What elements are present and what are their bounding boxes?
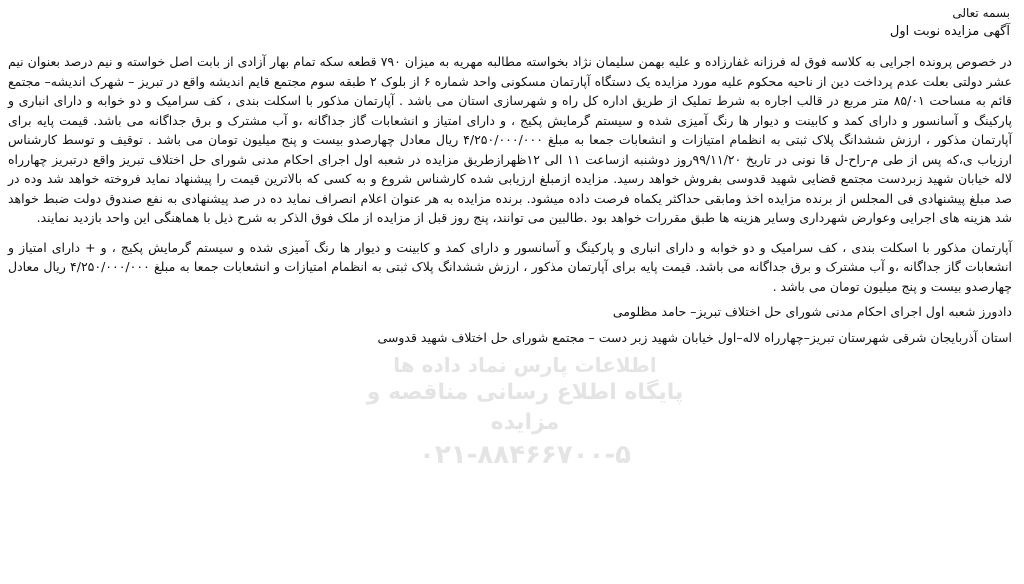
basmala: بسمه تعالی (952, 6, 1010, 20)
address-line: استان آذربایجان شرقی شهرستان تبریز–چهارراه لاله–اول خیابان شهید زبر دست – مجتمع شورای حل اختلاف شهید قدوسی (377, 330, 1012, 345)
apartment-description-paragraph: آپارتمان مذکور با اسکلت بندی ، کف سرامیک و دو خوابه و دارای انباری و پارکینگ و آسانسور و دارای کمد و کابینت و دیوار ها رنگ آمیزی شده و سیستم گرمایش پکیج ، و + دارای امتیاز و انشعابات گاز جداگانه ،و آب مشترک و برق جداگانه می باشد. قیمت پایه برای آپارتمان مذکور ، ارزش ششدانگ پلاک ثبتی به انظمام امتیازات و انشعابات جمعا به مبلغ ۴/۲۵۰/۰۰۰/۰۰۰ ریال معادل چهارصدو بیست و پنج میلیون تومان می باشد . (8, 239, 1012, 294)
signature-line: دادورز شعبه اول اجرای احکام مدنی شورای حل اختلاف تبریز– حامد مظلومی (612, 304, 1012, 319)
watermark-phone: ۰۲۱-۸۸۴۶۶۷۰۰-۵ (418, 440, 631, 470)
paragraph-spacer (8, 228, 1012, 238)
page-title: آگهی مزایده نوبت اول (889, 24, 1010, 39)
watermark-line-1: اطلاعات پارس نماد داده ها (393, 353, 657, 377)
announcement-page (8, 4, 1012, 580)
auction-details-paragraph: در خصوص پرونده اجرایی به کلاسه فوق له فرزانه غفارزاده و علیه بهمن سلیمان نژاد بخواسته مطالبه مهریه به میزان ۷۹۰ قطعه سکه تمام بهار آزادی از بابت اصل خواسته و نیم درصد بعنوان نیم عشر دولتی بعلت عدم پرداخت دین از ناحیه محکوم علیه مورد مزایده یک دستگاه آپارتمان مسکونی واحد شماره ۶ از بلوک ۲ طبقه سوم مجتمع قایم اندیشه واقع در تبریز – شهرک اندیشه– مجتمع قائم به مساحت ۸۵/۰۱ متر مربع در قالب اجاره به شرط تملیک از طریق اداره کل راه و شهرسازی استان می باشد . آپارتمان مذکور با اسکلت بندی ، کف سرامیک و دو خوابه و دارای انباری و پارکینگ و آسانسور و دارای کمد و کابینت و دیوار ها رنگ آمیزی شده و سیستم گرمایش پکیج ، و دارای امتیاز و انشعابات گاز جداگانه ،و آب مشترک و برق جداگانه می باشد. قیمت پایه برای آپارتمان مذکور ، ارزش ششدانگ پلاک ثبتی به انظمام امتیازات و انشعابات جمعا به مبلغ ۴/۲۵۰/۰۰۰/۰۰۰ ریال معادل چهارصدو بیست و پنج میلیون تومان می باشد . توقیف و توسط کارشناس ارزیاب ی،که پس از طی م-راح-ل قا نونی در تاریخ ۹۹/۱۱/۲۰روز دوشنبه ازساعت ۱۱ الی ۱۲ظهرازطریق مزایده در شعبه اول اجرای احکام مدنی شورای حل اختلاف تبریز واقع درتبریز چهارراه لاله خیابان شهید زبردست مجتمع قضایی شهید قدوسی بفروش خواهد رسید. مزایده ازمبلغ ارزیابی شده کارشناس شروع و به کسی که بالاترین قیمت را پیشنهاد نماید فروخته خواهد شد وده در صد مبلغ پیشنهادی فی المجلس از برنده مزایده اخذ ومابقی حداکثر یکماه فرصت داده میشود. برنده مزایده به هر عنوان اعلام انصراف نماید ده در صد پیشنهادی به نفع صندوق دولت ضبط خواهد شد هزینه های اجرایی وعوارض شهرداری وسایر هزینه ها طبق مقررات خواهد بود .طالبین می توانند، پنج روز قبل از مزایده از ملک فوق الذکر به شرح ذیل با هماهنگی این واحد بازدید نمایند. (8, 54, 1013, 225)
watermark-line-2: پایگاه اطلاع رسانی مناقصه و مزایده (366, 380, 684, 435)
